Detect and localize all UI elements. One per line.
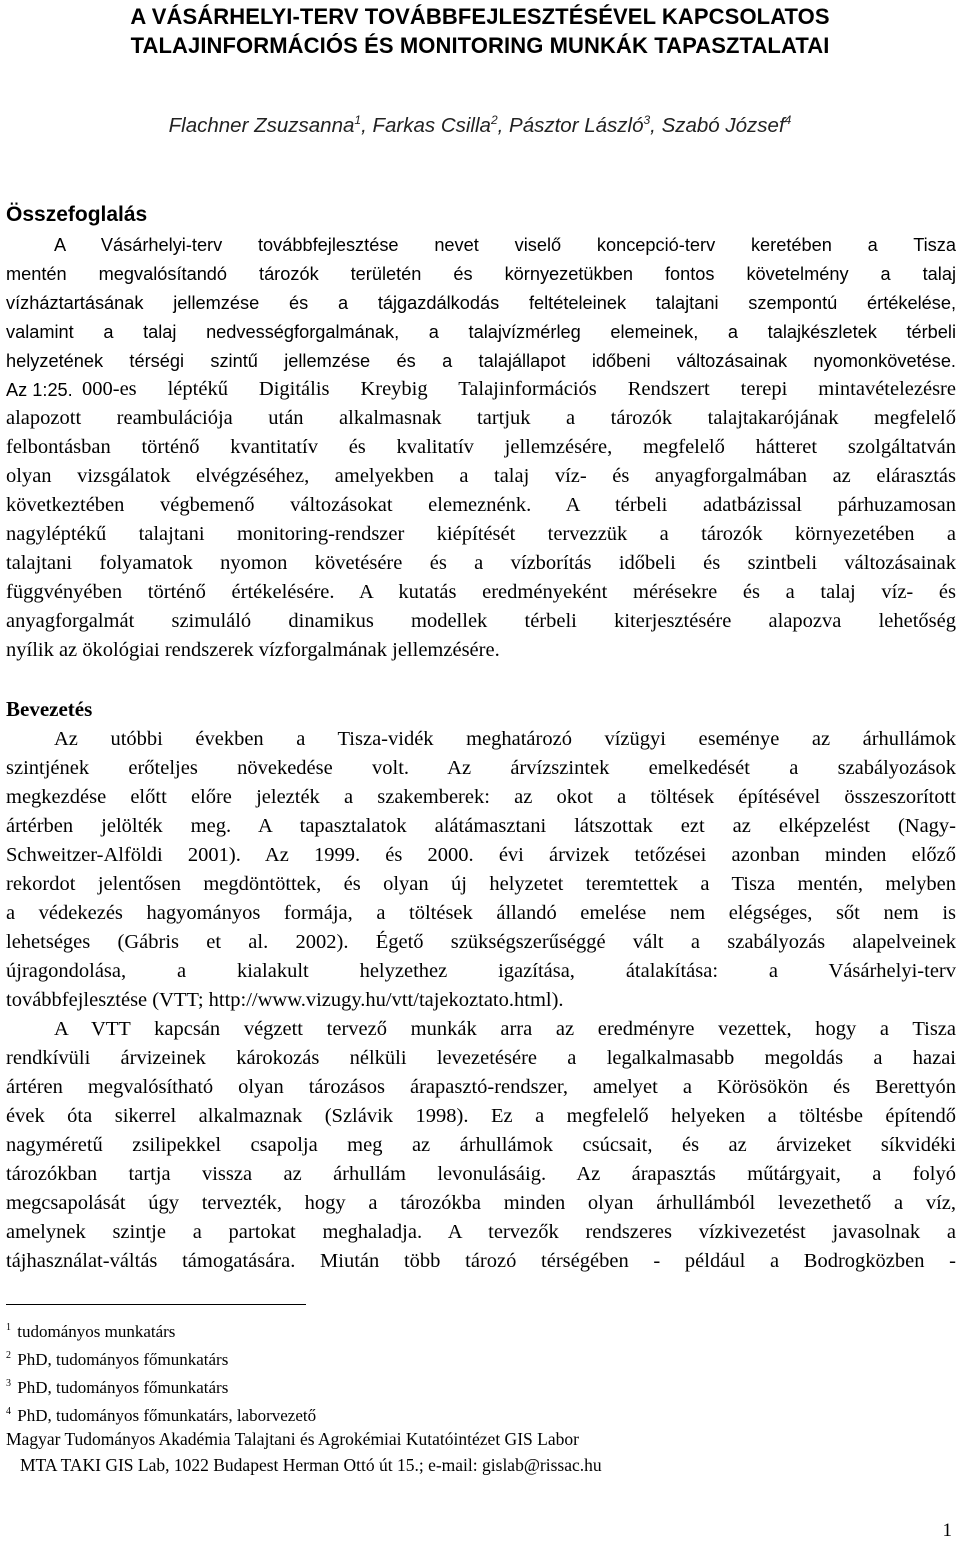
body-line: továbbfejlesztése (VTT; http://www.vizugy.hu/vtt/tajekoztato.html).: [6, 989, 564, 1011]
abstract-line: mentén megvalósítandó tározók területén és környezetükben fontos követelmény a talaj: [6, 264, 956, 284]
abstract-line: 000-es léptékű Digitális Kreybig Talajinformációs Rendszert terepi mintavételezésre: [82, 378, 956, 400]
body-line: tájhasználat-váltás támogatására. Miután több tározó térségében - például a Bodrogközben -: [6, 1250, 956, 1272]
abstract-heading: Összefoglalás: [6, 203, 148, 226]
body-line: ártérben jelölték meg. A tapasztalatok alátámasztani látszottak ezt az elképzelést (Nagy-: [6, 815, 956, 837]
footnote-text: tudományos munkatárs: [17, 1322, 176, 1341]
abstract-line: olyan vizsgálatok elvégzéséhez, amelyekben a talaj víz- és anyagforgalmában az elárasztás: [6, 465, 956, 487]
footnotes: [6, 1316, 316, 1428]
abstract-serif-first-line-block: [82, 375, 956, 404]
abstract-line: helyzetének térségi szintű jellemzése és a talajállapot időbeni változásainak nyomonkövetése.: [6, 351, 956, 371]
footnote-separator: [6, 1304, 306, 1305]
abstract-line: vízháztartásának jellemzése és a tájgazdálkodás feltételeinek talajtani szempontú értékelése,: [6, 293, 956, 313]
body-line: A VTT kapcsán végzett tervező munkák arra az eredményre vezettek, hogy a Tisza: [54, 1018, 956, 1040]
abstract-serif-block: [6, 404, 956, 665]
author-affiliation-marker: 3: [643, 113, 651, 127]
abstract-line: függvényében történő értékelésére. A kutatás eredményeként mérésekre és a talaj víz- és: [6, 581, 956, 603]
footnote-number: 4: [6, 1406, 11, 1417]
body-line: lehetséges (Gábris et al. 2002). Égető szükségszerűséggé vált a szabályozás alapelveinek: [6, 931, 956, 953]
body-line: megcsapolását úgy tervezték, hogy a tározókba minden olyan árhullámból levezethető a víz,: [6, 1192, 956, 1214]
abstract-line: következtében végbemenő változásokat elemeznénk. A térbeli adatbázissal párhuzamosan: [6, 494, 956, 516]
body-line: rendkívüli árvizeinek károkozás nélküli levezetésére a legalkalmasabb megoldás a hazai: [6, 1047, 956, 1069]
author-name: Flachner Zsuzsanna: [168, 113, 355, 137]
body-line: ártéren megvalósítható olyan tározásos árapasztó-rendszer, amelyet a Körösökön és Berettyón: [6, 1076, 956, 1098]
abstract-line: felbontásban történő kvantitatív és kvalitatív jellemzésére, megfelelő hátteret szolgáltatván: [6, 436, 956, 458]
author-name: Szabó József: [661, 113, 785, 137]
body-line: Az utóbbi években a Tisza-vidék meghatározó vízügyi eseménye az árhullámok: [54, 728, 956, 750]
abstract-line: valamint a talaj nedvességforgalmának, a talajvízmérleg elemeinek, a talajkészletek térbeli: [6, 322, 956, 342]
author-name: Farkas Csilla: [372, 113, 491, 137]
page-number: 1: [942, 1520, 952, 1541]
paper-title-line-2: TALAJINFORMÁCIÓS ÉS MONITORING MUNKÁK TAPASZTALATAI: [130, 33, 830, 58]
author-affiliation-marker: 4: [784, 113, 792, 127]
abstract-line: alapozott reambulációja után alkalmasnak tartjuk a tározók talajtakarójának megfelelő: [6, 407, 956, 429]
body-line: a védekezés hagyományos formája, a töltések állandó emelése nem elégséges, sőt nem is: [6, 902, 956, 924]
author-list: Flachner Zsuzsanna$^1$, Farkas Csilla$^2$, Pásztor László$^3$, Szabó József$^4$: [168, 113, 792, 137]
introduction-heading: Bevezetés: [6, 697, 93, 721]
body-line: rekordot jelentősen megdöntöttek, és olyan új helyzetet teremtettek a Tisza mentén, melyben: [6, 873, 956, 895]
footnote-text: PhD, tudományos főmunkatárs: [17, 1378, 229, 1397]
affiliation-line-1: Magyar Tudományos Akadémia Talajtani és Agrokémiai Kutatóintézet GIS Labor: [6, 1429, 579, 1449]
body-line: tározókban tartja vissza az árhullám levonulásáig. Az árapasztás műtárgyait, a folyó: [6, 1163, 956, 1185]
body-line: nagyméretű zsilipekkel csapolja meg az árhullámok csúcsait, és az árvizeket síkvidéki: [6, 1134, 956, 1156]
affiliation-line-2: MTA TAKI GIS Lab, 1022 Budapest Herman Ottó út 15.; e-mail: gislab@rissac.hu: [20, 1455, 602, 1475]
footnote-number: 3: [6, 1378, 11, 1389]
body-line: szintjének erőteljes növekedése volt. Az árvízszintek emelkedését a szabályozások: [6, 757, 956, 779]
footnote-text: PhD, tudományos főmunkatárs, laborvezető: [17, 1406, 317, 1425]
footnote-number: 1: [6, 1322, 11, 1333]
abstract-line: anyagforgalmát szimuláló dinamikus modellek térbeli kiterjesztésére alapozva lehetőség: [6, 610, 956, 632]
abstract-line: A Vásárhelyi-terv továbbfejlesztése nevet viselő koncepció-terv keretében a Tisza: [54, 235, 956, 255]
footnote: [6, 1400, 316, 1428]
body-line: évek óta sikerrel alkalmaznak (Szlávik 1998). Ez a megfelelő helyeken a töltésbe építendő: [6, 1105, 956, 1127]
body-line: Schweitzer-Alföldi 2001). Az 1999. és 2000. évi árvizek tetőzései azonban minden előző: [6, 844, 956, 866]
body-line: megkezdése előtt előre jelezték a szakemberek: az okot a töltések építésével összeszorított: [6, 786, 956, 808]
footnote: [6, 1316, 316, 1344]
footnote: [6, 1344, 316, 1372]
abstract-line: nyílik az ökológiai rendszerek vízforgalmának jellemzésére.: [6, 639, 500, 661]
footnote-number: 2: [6, 1350, 11, 1361]
abstract-line: talajtani folyamatok nyomon követésére és a vízborítás időbeli és szintbeli változásainak: [6, 552, 956, 574]
abstract-line: Az 1:25.: [6, 380, 73, 400]
footnote: [6, 1372, 316, 1400]
body-line: amelynek szintje a partokat meghaladja. A tervezők rendszeres vízkivezetést javasolnak a: [6, 1221, 956, 1243]
abstract-line: nagyléptékű talajtani monitoring-rendszer kiépítését tervezzük a tározók környezetében a: [6, 523, 956, 545]
footnote-text: PhD, tudományos főmunkatárs: [17, 1350, 229, 1369]
author-name: Pásztor László: [509, 113, 644, 137]
body-line: újragondolása, a kialakult helyzethez igazítása, átalakítása: a Vásárhelyi-terv: [6, 960, 956, 982]
author-affiliation-marker: 2: [490, 113, 498, 127]
author-affiliation-marker: 1: [354, 113, 362, 127]
affiliation: [6, 1426, 602, 1478]
introduction-body: [6, 725, 956, 1276]
paper-title-line-1: A VÁSÁRHELYI-TERV TOVÁBBFEJLESZTÉSÉVEL KAPCSOLATOS: [130, 4, 830, 29]
